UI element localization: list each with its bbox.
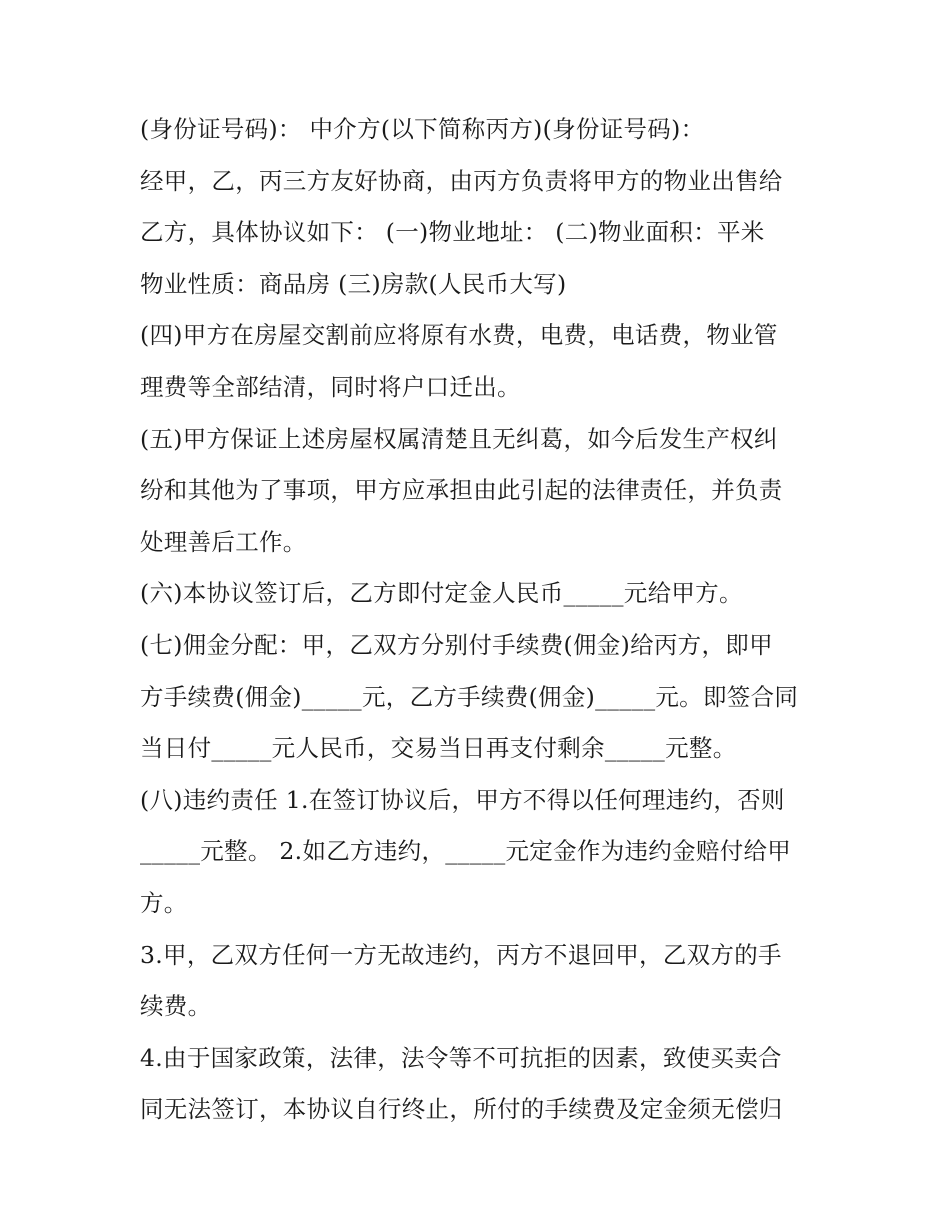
text-line: 处理善后工作。: [140, 527, 307, 556]
text-line: 纷和其他为了事项，甲方应承担由此引起的法律责任，并负责: [140, 476, 783, 505]
text-line: (五)甲方保证上述房屋权属清楚且无纠葛，如今后发生产权纠: [140, 424, 778, 453]
text-line: 方手续费(佣金)_____元，乙方手续费(佣金)_____元。即签合同: [140, 682, 799, 711]
text-line: 同无法签订，本协议自行终止，所付的手续费及定金须无偿归: [140, 1095, 783, 1124]
document-body: [140, 104, 830, 1136]
text-line: (身份证号码)： 中介方(以下简称丙方)(身份证号码)：: [140, 115, 705, 143]
text-line: 3.甲，乙双方任何一方无故违约，丙方不退回甲，乙双方的手: [140, 940, 782, 969]
text-line: (六)本协议签订后，乙方即付定金人民币_____元给甲方。: [140, 579, 743, 608]
text-line: 乙方，具体协议如下： (一)物业地址： (二)物业面积：平米: [140, 218, 765, 247]
text-line: (七)佣金分配：甲，乙双方分别付手续费(佣金)给丙方，即甲: [140, 630, 773, 659]
text-line: 经甲，乙，丙三方友好协商，由丙方负责将甲方的物业出售给: [140, 166, 783, 195]
text-line: 物业性质：商品房 (三)房款(人民币大写): [140, 269, 567, 298]
text-line: 当日付_____元人民币，交易当日再支付剩余_____元整。: [140, 734, 737, 763]
text-line: (四)甲方在房屋交割前应将原有水费，电费，电话费，物业管: [140, 321, 778, 350]
text-line: 方。: [140, 888, 188, 917]
text-line: 续费。: [140, 992, 212, 1021]
text-line: 4.由于国家政策，法律，法令等不可抗拒的因素，致使买卖合: [140, 1043, 782, 1072]
text-line: (八)违约责任 1.在签订协议后，甲方不得以任何理违约，否则: [140, 785, 785, 814]
text-line: _____元整。 2.如乙方违约，_____元定金作为违约金赔付给甲: [140, 837, 792, 866]
text-line: 理费等全部结清，同时将户口迁出。: [140, 372, 521, 401]
